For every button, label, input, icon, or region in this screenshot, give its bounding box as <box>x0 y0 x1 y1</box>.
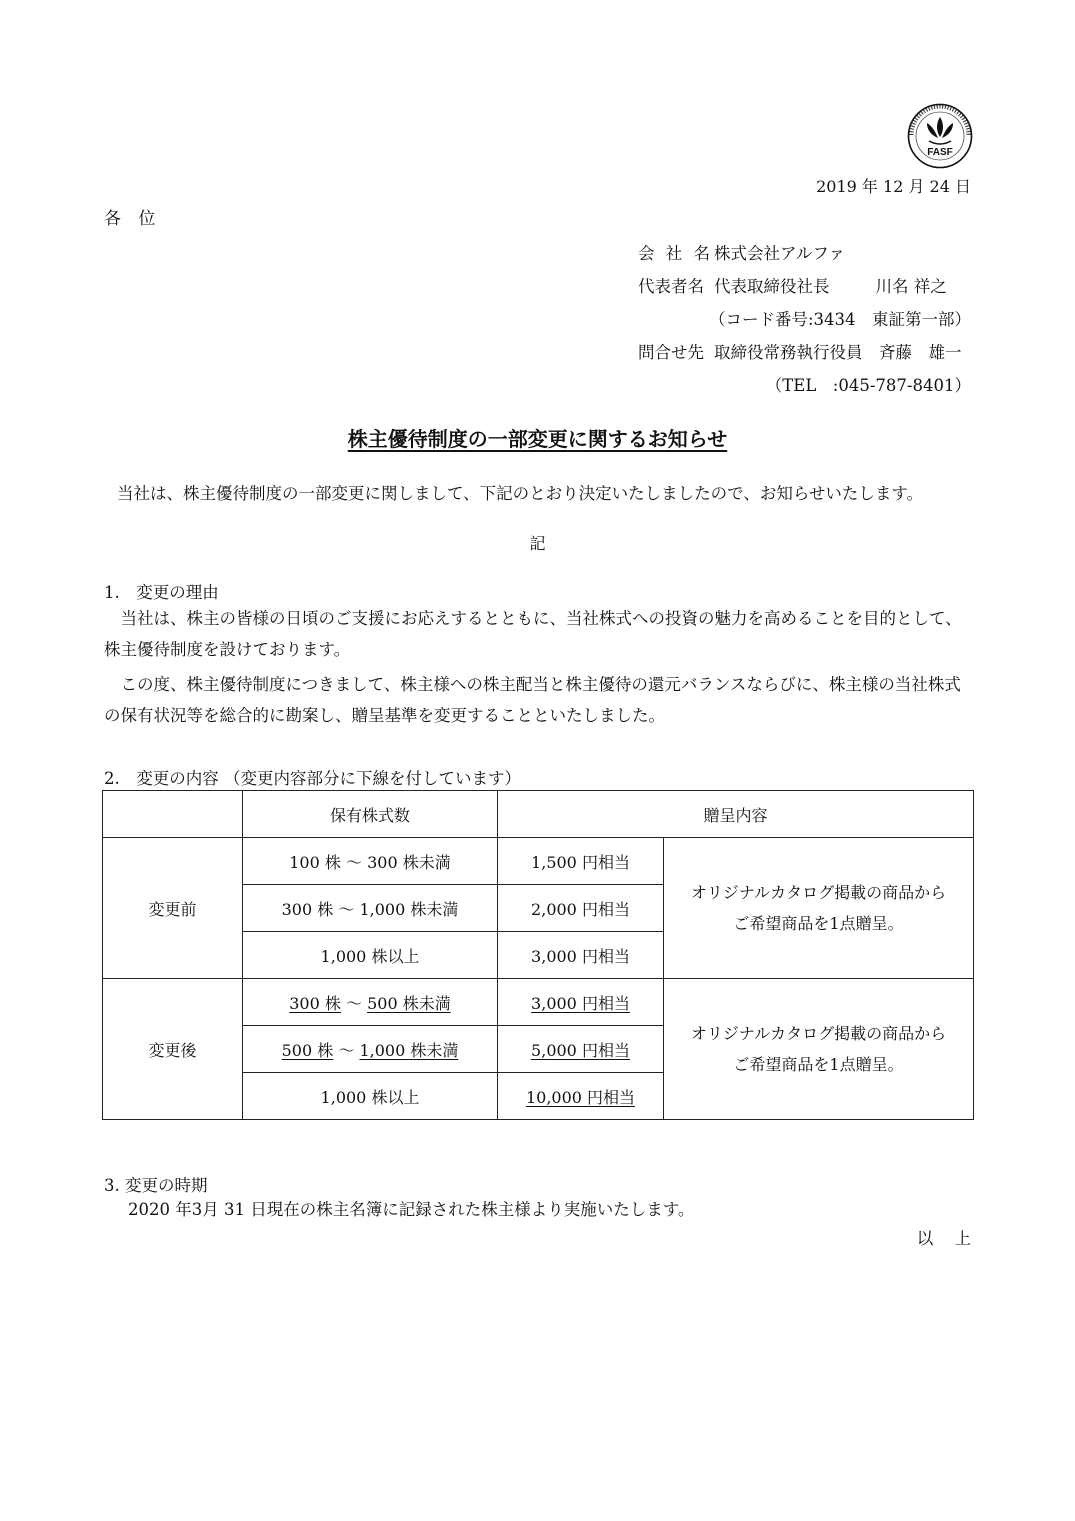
benefit-table <box>102 790 974 1120</box>
shares-cell: 1,000 株以上 <box>243 932 498 979</box>
section1-heading: 1. 変更の理由 <box>104 583 219 602</box>
table-header-blank <box>103 791 243 838</box>
logo-text: FASF <box>927 147 953 158</box>
section3-heading: 3. 変更の時期 <box>104 1176 208 1195</box>
contact-tel: （TEL :045-787-8401） <box>765 376 971 395</box>
table-row <box>103 979 974 1026</box>
document-title: 株主優待制度の一部変更に関するお知らせ <box>347 427 728 451</box>
value-cell: 1,500 円相当 <box>498 838 664 885</box>
stock-code: （コード番号:3434 東証第一部） <box>708 310 971 329</box>
after-label: 変更後 <box>103 979 243 1120</box>
issue-date: 2019 年 12 月 24 日 <box>816 177 971 196</box>
shares-cell: 300 株 ～ 500 株未満 <box>243 979 498 1026</box>
shares-cell: 500 株 ～ 1,000 株未満 <box>243 1026 498 1073</box>
gift-description: オリジナルカタログ掲載の商品から ご希望商品を1点贈呈。 <box>664 838 974 979</box>
company-label: 会 社 名 <box>637 244 713 263</box>
shares-cell: 100 株 ～ 300 株未満 <box>243 838 498 885</box>
contact-person: 取締役常務執行役員 斉藤 雄一 <box>713 343 962 362</box>
header-gift: 贈呈内容 <box>498 791 974 838</box>
table-row <box>103 838 974 885</box>
section2-heading: 2. 変更の内容 （変更内容部分に下線を付しています） <box>104 769 521 788</box>
company-name: 株式会社アルファ <box>713 244 845 263</box>
header-shares: 保有株式数 <box>243 791 498 838</box>
addressee: 各 位 <box>104 209 162 229</box>
representative-label: 代表者名 <box>637 277 704 296</box>
issuer-block <box>638 237 971 402</box>
section3-text: 2020 年3月 31 日現在の株主名簿に記録された株主様より実施いたします。 <box>128 1200 695 1219</box>
value-cell: 3,000 円相当 <box>498 932 664 979</box>
ki-mark: 記 <box>529 534 546 553</box>
table-header-row <box>103 791 974 838</box>
contact-label: 問合せ先 <box>637 343 704 362</box>
value-cell: 3,000 円相当 <box>498 979 664 1026</box>
shares-cell: 1,000 株以上 <box>243 1073 498 1120</box>
section1-paragraph-1: 当社は、株主の皆様の日頃のご支援にお応えするとともに、当社株式への投資の魅力を高めることを目的として、株主優待制度を設けております。 <box>104 609 962 659</box>
gift-description: オリジナルカタログ掲載の商品から ご希望商品を1点贈呈。 <box>664 979 974 1120</box>
intro-text: 当社は、株主優待制度の一部変更に関しまして、下記のとおり決定いたしましたので、お知らせいたします。 <box>117 484 924 503</box>
before-label: 変更前 <box>103 838 243 979</box>
section1-paragraph-2: この度、株主優待制度につきまして、株主様への株主配当と株主優待の還元バランスならびに、株主様の当社株式の保有状況等を総合的に勘案し、贈呈基準を変更することといたしました。 <box>104 675 961 725</box>
representative-name: 川名 祥之 <box>875 277 947 296</box>
value-cell: 2,000 円相当 <box>498 885 664 932</box>
representative-title: 代表取締役社長 <box>713 277 830 296</box>
shares-cell: 300 株 ～ 1,000 株未満 <box>243 885 498 932</box>
fasf-logo <box>907 103 973 169</box>
value-cell: 10,000 円相当 <box>498 1073 664 1120</box>
closing-mark: 以 上 <box>916 1229 979 1248</box>
value-cell: 5,000 円相当 <box>498 1026 664 1073</box>
